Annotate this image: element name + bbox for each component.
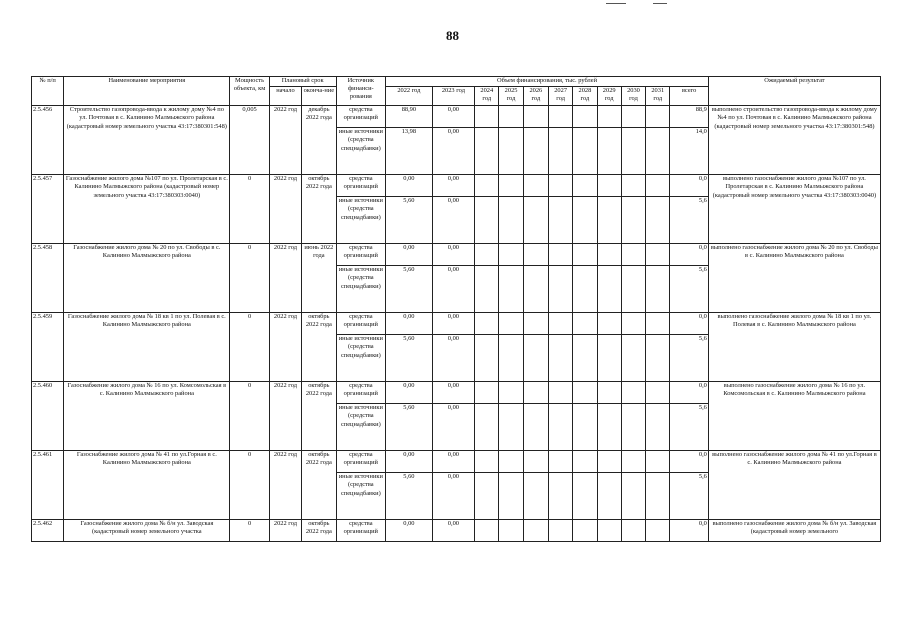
row-value-empty [523, 128, 548, 175]
row-source: средства организаций [336, 175, 386, 197]
table-row [32, 175, 881, 197]
row-value-empty [573, 473, 597, 520]
row-value-2022: 5,60 [386, 266, 433, 313]
row-value-empty [646, 313, 670, 335]
col-2028: 2028 год [573, 87, 597, 106]
row-value-2023: 0,00 [432, 382, 474, 404]
row-value-total: 88,9 [670, 106, 708, 128]
row-value-empty [573, 451, 597, 473]
row-value-empty [646, 197, 670, 244]
col-2025: 2025 год [499, 87, 523, 106]
row-value-empty [597, 335, 621, 382]
col-end: оконча-ние [302, 87, 336, 106]
row-value-empty [475, 128, 499, 175]
row-value-empty [646, 520, 670, 542]
row-value-empty [646, 382, 670, 404]
row-source: иные источники (средства спецнадбавки) [336, 335, 386, 382]
row-value-empty [548, 404, 572, 451]
row-value-empty [597, 404, 621, 451]
row-value-empty [621, 197, 645, 244]
row-value-empty [573, 404, 597, 451]
row-value-empty [573, 382, 597, 404]
row-value-total: 0,0 [670, 520, 708, 542]
row-source: средства организаций [336, 244, 386, 266]
row-value-empty [475, 175, 499, 197]
row-value-2022: 13,98 [386, 128, 433, 175]
row-value-empty [548, 382, 572, 404]
col-name: Наименование мероприятия [64, 77, 230, 106]
row-source: иные источники (средства спецнадбавки) [336, 128, 386, 175]
row-value-empty [646, 128, 670, 175]
row-value-empty [548, 128, 572, 175]
row-value-empty [597, 244, 621, 266]
row-capacity: 0,005 [230, 106, 269, 175]
row-value-empty [646, 244, 670, 266]
row-num: 2.5.461 [32, 451, 64, 520]
row-source: средства организаций [336, 382, 386, 404]
row-value-total: 5,6 [670, 335, 708, 382]
row-value-empty [646, 473, 670, 520]
row-start: 2022 год [269, 175, 301, 244]
row-value-total: 5,6 [670, 266, 708, 313]
table-body [32, 106, 881, 542]
row-value-total: 5,6 [670, 473, 708, 520]
row-capacity: 0 [230, 382, 269, 451]
col-2022: 2022 год [386, 87, 433, 106]
row-value-2023: 0,00 [432, 335, 474, 382]
row-value-empty [646, 106, 670, 128]
row-value-2022: 0,00 [386, 313, 433, 335]
col-2031: 2031 год [646, 87, 670, 106]
row-end: октябрь 2022 года [302, 313, 336, 382]
row-start: 2022 год [269, 451, 301, 520]
row-value-empty [548, 197, 572, 244]
col-volume: Объем финансирования, тыс. рублей [386, 77, 709, 87]
row-value-empty [621, 520, 645, 542]
row-value-2023: 0,00 [432, 266, 474, 313]
row-value-2022: 0,00 [386, 382, 433, 404]
row-end: декабрь 2022 года [302, 106, 336, 175]
table-row [32, 313, 881, 335]
col-num: № п/п [32, 77, 64, 106]
row-value-empty [548, 175, 572, 197]
row-value-empty [573, 106, 597, 128]
row-value-total: 0,0 [670, 382, 708, 404]
row-value-empty [548, 244, 572, 266]
row-value-empty [597, 197, 621, 244]
col-result: Ожидаемый результат [708, 77, 880, 106]
row-value-empty [621, 175, 645, 197]
row-source: средства организаций [336, 451, 386, 473]
row-value-empty [523, 313, 548, 335]
row-value-empty [573, 128, 597, 175]
row-value-empty [475, 335, 499, 382]
col-capacity: Мощность объекта, км [230, 77, 269, 106]
row-value-2022: 88,90 [386, 106, 433, 128]
row-name: Газоснабжение жилого дома № 41 по ул.Горная в с. Калинино Малмыжского района [64, 451, 230, 520]
row-source: иные источники (средства спецнадбавки) [336, 197, 386, 244]
row-source: иные источники (средства спецнадбавки) [336, 266, 386, 313]
row-value-empty [548, 451, 572, 473]
table-row [32, 451, 881, 473]
row-value-empty [621, 451, 645, 473]
row-value-empty [523, 266, 548, 313]
scan-artifact [606, 3, 626, 4]
row-value-empty [475, 404, 499, 451]
row-value-2023: 0,00 [432, 520, 474, 542]
row-value-empty [646, 335, 670, 382]
row-value-empty [499, 404, 523, 451]
row-value-total: 14,0 [670, 128, 708, 175]
row-value-empty [475, 106, 499, 128]
row-value-empty [523, 473, 548, 520]
row-value-empty [499, 451, 523, 473]
row-value-empty [523, 106, 548, 128]
row-value-2023: 0,00 [432, 313, 474, 335]
row-value-empty [621, 244, 645, 266]
row-value-total: 0,0 [670, 313, 708, 335]
row-end: октябрь 2022 года [302, 451, 336, 520]
col-source: Источник финанси-рования [336, 77, 386, 106]
table-row [32, 244, 881, 266]
row-name: Газоснабжение жилого дома № б/н ул. Заводская (кадастровый номер земельного участка [64, 520, 230, 542]
row-value-empty [499, 128, 523, 175]
table-row [32, 520, 881, 542]
row-value-2023: 0,00 [432, 175, 474, 197]
row-result: выполнено строительство газопровода-ввода к жилому дому №4 по ул. Почтовая в с. Калинино Малмыжского района (кадастровый номер земельного участка 43:17:380301:548) [708, 106, 880, 175]
col-2027: 2027 год [548, 87, 572, 106]
row-value-empty [499, 313, 523, 335]
row-value-empty [597, 473, 621, 520]
row-value-2023: 0,00 [432, 451, 474, 473]
col-2024: 2024 год [475, 87, 499, 106]
row-value-empty [475, 451, 499, 473]
row-start: 2022 год [269, 520, 301, 542]
row-value-empty [597, 382, 621, 404]
row-value-empty [646, 451, 670, 473]
row-value-empty [475, 520, 499, 542]
row-result: выполнено газоснабжение жилого дома № б/н ул. Заводская (кадастровый номер земельного [708, 520, 880, 542]
row-value-empty [499, 244, 523, 266]
row-value-2023: 0,00 [432, 128, 474, 175]
row-value-total: 5,6 [670, 404, 708, 451]
row-value-empty [475, 266, 499, 313]
row-value-empty [523, 197, 548, 244]
row-result: выполнено газоснабжение жилого дома № 20 по ул. Свободы в с. Калинино Малмыжского района [708, 244, 880, 313]
row-value-empty [523, 520, 548, 542]
row-value-empty [621, 266, 645, 313]
row-value-empty [621, 404, 645, 451]
row-value-2023: 0,00 [432, 404, 474, 451]
row-value-total: 0,0 [670, 451, 708, 473]
row-value-total: 5,6 [670, 197, 708, 244]
row-source: иные источники (средства спецнадбавки) [336, 473, 386, 520]
row-value-empty [499, 473, 523, 520]
row-value-empty [573, 335, 597, 382]
row-value-2022: 5,60 [386, 335, 433, 382]
scan-artifact [653, 3, 667, 4]
row-num: 2.5.458 [32, 244, 64, 313]
table-header [32, 77, 881, 106]
row-result: выполнено газоснабжение жилого дома № 41 по ул.Горная в с. Калинино Малмыжского района [708, 451, 880, 520]
row-name: Газоснабжение жилого дома № 20 по ул. Свободы в с. Калинино Малмыжского района [64, 244, 230, 313]
row-value-empty [573, 175, 597, 197]
row-value-empty [621, 473, 645, 520]
row-value-empty [475, 473, 499, 520]
row-capacity: 0 [230, 313, 269, 382]
row-value-empty [573, 244, 597, 266]
row-source: иные источники (средства спецнадбавки) [336, 404, 386, 451]
table-row [32, 382, 881, 404]
row-value-empty [523, 335, 548, 382]
col-total: всего [670, 87, 708, 106]
page-number: 88 [446, 28, 459, 43]
row-name: Строительство газопровода-ввода к жилому дому №4 по ул. Почтовая в с. Калинино Малмыжского района (кадастровый номер земельного участка 43:17:380301:548) [64, 106, 230, 175]
row-value-empty [597, 313, 621, 335]
row-value-2022: 5,60 [386, 404, 433, 451]
row-value-empty [573, 313, 597, 335]
row-value-empty [646, 175, 670, 197]
row-value-empty [475, 313, 499, 335]
row-value-empty [573, 197, 597, 244]
financing-table [31, 76, 881, 542]
row-value-empty [548, 266, 572, 313]
row-value-empty [621, 335, 645, 382]
row-value-2022: 0,00 [386, 520, 433, 542]
row-capacity: 0 [230, 244, 269, 313]
row-value-total: 0,0 [670, 175, 708, 197]
col-start: начало [269, 87, 301, 106]
row-value-empty [621, 313, 645, 335]
col-2029: 2029 год [597, 87, 621, 106]
row-value-empty [523, 175, 548, 197]
row-num: 2.5.460 [32, 382, 64, 451]
row-value-empty [646, 266, 670, 313]
row-value-empty [499, 382, 523, 404]
row-value-2022: 5,60 [386, 473, 433, 520]
row-value-empty [523, 451, 548, 473]
col-2030: 2030 год [621, 87, 645, 106]
row-start: 2022 год [269, 244, 301, 313]
row-source: средства организаций [336, 520, 386, 542]
row-value-empty [548, 313, 572, 335]
row-result: выполнено газоснабжение жилого дома №107 по ул. Пролетарская в с. Калинино Малмыжского района (кадастровый номер земельного участка 43:17:380303:0040) [708, 175, 880, 244]
row-source: средства организаций [336, 106, 386, 128]
row-value-empty [499, 197, 523, 244]
row-name: Газоснабжение жилого дома № 18 кв 1 по ул. Полевая в с. Калинино Малмыжского района [64, 313, 230, 382]
col-2026: 2026 год [523, 87, 548, 106]
row-value-empty [475, 382, 499, 404]
row-start: 2022 год [269, 106, 301, 175]
row-capacity: 0 [230, 175, 269, 244]
row-source: средства организаций [336, 313, 386, 335]
row-value-empty [499, 335, 523, 382]
row-value-2023: 0,00 [432, 473, 474, 520]
row-value-empty [499, 266, 523, 313]
row-value-empty [621, 382, 645, 404]
row-value-total: 0,0 [670, 244, 708, 266]
col-plan-term: Плановый срок [269, 77, 336, 87]
row-value-empty [499, 106, 523, 128]
row-start: 2022 год [269, 382, 301, 451]
row-end: июнь 2022 года [302, 244, 336, 313]
row-end: октябрь 2022 года [302, 520, 336, 542]
row-value-empty [597, 520, 621, 542]
row-end: октябрь 2022 года [302, 175, 336, 244]
row-value-empty [573, 266, 597, 313]
row-value-empty [597, 128, 621, 175]
row-value-2022: 0,00 [386, 451, 433, 473]
row-num: 2.5.456 [32, 106, 64, 175]
row-value-empty [499, 175, 523, 197]
row-num: 2.5.457 [32, 175, 64, 244]
row-value-2023: 0,00 [432, 197, 474, 244]
row-value-empty [597, 451, 621, 473]
row-value-empty [523, 244, 548, 266]
row-name: Газоснабжение жилого дома №107 по ул. Пролетарская в с. Калинино Малмыжского района (кадастровый номер земельного участка 43:17:380303:0040) [64, 175, 230, 244]
row-value-2022: 5,60 [386, 197, 433, 244]
row-name: Газоснабжение жилого дома № 16 по ул. Комсомольская в с. Калинино Малмыжского района [64, 382, 230, 451]
row-result: выполнено газоснабжение жилого дома № 18 кв 1 по ул. Полевая в с. Калинино Малмыжского района [708, 313, 880, 382]
row-value-2023: 0,00 [432, 244, 474, 266]
row-value-empty [621, 106, 645, 128]
row-value-2022: 0,00 [386, 244, 433, 266]
row-value-empty [646, 404, 670, 451]
row-value-empty [499, 520, 523, 542]
row-value-empty [548, 106, 572, 128]
row-value-empty [548, 335, 572, 382]
row-result: выполнено газоснабжение жилого дома № 16 по ул. Комсомольская в с. Калинино Малмыжского района [708, 382, 880, 451]
row-value-empty [523, 404, 548, 451]
row-value-empty [597, 106, 621, 128]
row-end: октябрь 2022 года [302, 382, 336, 451]
row-value-2023: 0,00 [432, 106, 474, 128]
row-value-empty [621, 128, 645, 175]
row-num: 2.5.459 [32, 313, 64, 382]
col-2023: 2023 год [432, 87, 474, 106]
row-value-empty [573, 520, 597, 542]
table-row [32, 106, 881, 128]
row-capacity: 0 [230, 451, 269, 520]
row-value-empty [597, 266, 621, 313]
row-num: 2.5.462 [32, 520, 64, 542]
row-capacity: 0 [230, 520, 269, 542]
row-value-empty [475, 244, 499, 266]
row-value-empty [548, 520, 572, 542]
row-value-empty [523, 382, 548, 404]
row-value-empty [548, 473, 572, 520]
row-value-2022: 0,00 [386, 175, 433, 197]
row-value-empty [597, 175, 621, 197]
row-value-empty [475, 197, 499, 244]
row-start: 2022 год [269, 313, 301, 382]
